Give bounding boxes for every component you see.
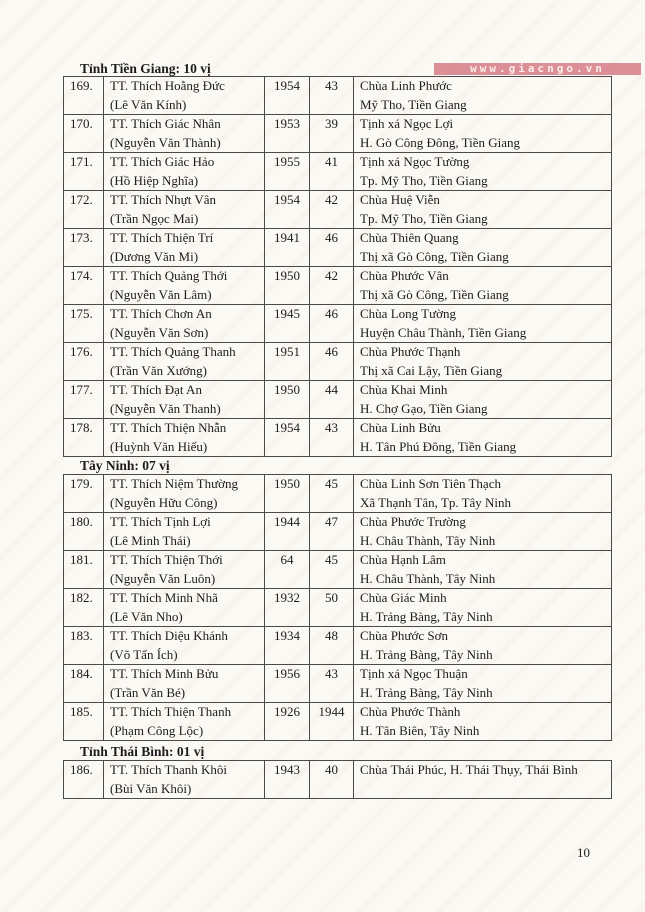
age-cell bbox=[310, 665, 354, 703]
lay-name: (Nguyễn Văn Thanh) bbox=[110, 400, 221, 416]
temple-name: Chùa Long Tường bbox=[360, 306, 457, 321]
row-index bbox=[64, 761, 104, 799]
monk-name-cell bbox=[104, 665, 265, 703]
temple-location: Huyện Châu Thành, Tiền Giang bbox=[360, 324, 527, 340]
birth-year-cell bbox=[265, 115, 310, 153]
row-index-text: 179. bbox=[70, 476, 93, 491]
row-index-text: 171. bbox=[70, 154, 93, 169]
birth-year-cell bbox=[265, 229, 310, 267]
birth-year: 1944 bbox=[274, 514, 300, 529]
dharma-name: TT. Thích Thiện Thới bbox=[110, 552, 223, 567]
roster-table-thai-binh bbox=[63, 760, 612, 799]
table-row bbox=[64, 761, 612, 799]
temple-cell bbox=[354, 77, 612, 115]
temple-location: Tp. Mỹ Tho, Tiền Giang bbox=[360, 172, 488, 188]
birth-year-cell bbox=[265, 551, 310, 589]
temple-cell bbox=[354, 115, 612, 153]
temple-location: H. Chợ Gạo, Tiền Giang bbox=[360, 400, 488, 416]
table-row bbox=[64, 267, 612, 305]
monk-name-cell bbox=[104, 627, 265, 665]
birth-year: 1955 bbox=[274, 154, 300, 169]
temple-cell bbox=[354, 513, 612, 551]
row-index-text: 175. bbox=[70, 306, 93, 321]
lay-name: (Phạm Công Lộc) bbox=[110, 722, 204, 738]
age-cell bbox=[310, 551, 354, 589]
temple-name: Chùa Phước Thành bbox=[360, 704, 461, 719]
age: 43 bbox=[325, 666, 338, 681]
dharma-name: TT. Thích Niệm Thường bbox=[110, 476, 239, 491]
lay-name: (Huỳnh Văn Hiếu) bbox=[110, 438, 208, 454]
table-row bbox=[64, 665, 612, 703]
birth-year: 1934 bbox=[274, 628, 300, 643]
temple-cell bbox=[354, 229, 612, 267]
lay-name: (Lê Văn Nho) bbox=[110, 608, 183, 624]
table-row bbox=[64, 703, 612, 741]
temple-location: H. Trảng Bàng, Tây Ninh bbox=[360, 608, 493, 624]
temple-name: Chùa Thái Phúc, H. Thái Thụy, Thái Bình bbox=[360, 762, 578, 777]
birth-year: 1954 bbox=[274, 420, 300, 435]
monk-name-cell bbox=[104, 77, 265, 115]
age: 45 bbox=[325, 476, 338, 491]
row-index bbox=[64, 381, 104, 419]
birth-year: 64 bbox=[280, 552, 294, 567]
birth-year-cell bbox=[265, 513, 310, 551]
page-number: 10 bbox=[577, 845, 590, 860]
table-row bbox=[64, 589, 612, 627]
row-index-text: 180. bbox=[70, 514, 93, 529]
age-cell bbox=[310, 191, 354, 229]
age: 44 bbox=[325, 382, 338, 397]
dharma-name: TT. Thích Hoằng Đức bbox=[110, 78, 225, 93]
age-cell bbox=[310, 229, 354, 267]
temple-location: H. Châu Thành, Tây Ninh bbox=[360, 570, 496, 586]
table-row bbox=[64, 475, 612, 513]
dharma-name: TT. Thích Minh Nhã bbox=[110, 590, 218, 605]
temple-cell bbox=[354, 589, 612, 627]
row-index bbox=[64, 419, 104, 457]
section-title-thai-binh: Tỉnh Thái Bình: 01 vị bbox=[80, 744, 205, 759]
temple-location: H. Trảng Bàng, Tây Ninh bbox=[360, 684, 493, 700]
birth-year-cell bbox=[265, 153, 310, 191]
age-cell bbox=[310, 153, 354, 191]
temple-cell bbox=[354, 305, 612, 343]
row-index-text: 169. bbox=[70, 78, 93, 93]
dharma-name: TT. Thích Chơn An bbox=[110, 306, 212, 321]
birth-year: 1954 bbox=[274, 192, 300, 207]
birth-year-cell bbox=[265, 475, 310, 513]
birth-year-cell bbox=[265, 665, 310, 703]
age: 46 bbox=[325, 230, 338, 245]
birth-year-cell bbox=[265, 191, 310, 229]
birth-year: 1950 bbox=[274, 476, 300, 491]
temple-name: Chùa Phước Trường bbox=[360, 514, 466, 529]
birth-year-cell bbox=[265, 419, 310, 457]
row-index-text: 178. bbox=[70, 420, 93, 435]
monk-name-cell bbox=[104, 475, 265, 513]
watermark-banner: www.giacngo.vn bbox=[434, 63, 641, 75]
row-index bbox=[64, 551, 104, 589]
table-row bbox=[64, 627, 612, 665]
table-row bbox=[64, 77, 612, 115]
age: 47 bbox=[325, 514, 338, 529]
birth-year-cell bbox=[265, 761, 310, 799]
temple-cell bbox=[354, 153, 612, 191]
row-index bbox=[64, 153, 104, 191]
temple-location: Tp. Mỹ Tho, Tiền Giang bbox=[360, 210, 488, 226]
dharma-name: TT. Thích Đạt An bbox=[110, 382, 202, 397]
lay-name: (Nguyễn Hữu Công) bbox=[110, 494, 218, 510]
lay-name: (Trần Văn Bé) bbox=[110, 684, 186, 700]
table-row bbox=[64, 343, 612, 381]
table-row bbox=[64, 115, 612, 153]
temple-cell bbox=[354, 761, 612, 799]
monk-name-cell bbox=[104, 513, 265, 551]
row-index bbox=[64, 665, 104, 703]
birth-year: 1954 bbox=[274, 78, 300, 93]
lay-name: (Nguyễn Văn Thành) bbox=[110, 134, 221, 150]
roster-table-tien-giang bbox=[63, 76, 612, 457]
monk-name-cell bbox=[104, 153, 265, 191]
temple-location: Thị xã Gò Công, Tiền Giang bbox=[360, 248, 509, 264]
age: 41 bbox=[325, 154, 338, 169]
temple-location: H. Tân Biên, Tây Ninh bbox=[360, 722, 480, 738]
row-index bbox=[64, 513, 104, 551]
age: 46 bbox=[325, 344, 338, 359]
age-cell bbox=[310, 627, 354, 665]
temple-cell bbox=[354, 703, 612, 741]
row-index-text: 172. bbox=[70, 192, 93, 207]
row-index bbox=[64, 305, 104, 343]
row-index bbox=[64, 343, 104, 381]
temple-name: Chùa Giác Minh bbox=[360, 590, 447, 605]
row-index bbox=[64, 77, 104, 115]
age-cell bbox=[310, 305, 354, 343]
birth-year: 1953 bbox=[274, 116, 300, 131]
dharma-name: TT. Thích Thanh Khôi bbox=[110, 762, 227, 777]
row-index-text: 170. bbox=[70, 116, 93, 131]
temple-location: H. Trảng Bàng, Tây Ninh bbox=[360, 646, 493, 662]
temple-cell bbox=[354, 475, 612, 513]
monk-name-cell bbox=[104, 115, 265, 153]
temple-location: H. Tân Phú Đông, Tiền Giang bbox=[360, 438, 517, 454]
temple-cell bbox=[354, 665, 612, 703]
temple-name: Chùa Linh Phước bbox=[360, 78, 452, 93]
birth-year-cell bbox=[265, 77, 310, 115]
age: 39 bbox=[325, 116, 338, 131]
temple-cell bbox=[354, 627, 612, 665]
monk-name-cell bbox=[104, 419, 265, 457]
dharma-name: TT. Thích Quảng Thanh bbox=[110, 344, 236, 359]
temple-cell bbox=[354, 551, 612, 589]
age: 43 bbox=[325, 78, 338, 93]
dharma-name: TT. Thích Thiện Nhẫn bbox=[110, 420, 227, 435]
row-index bbox=[64, 115, 104, 153]
age-cell bbox=[310, 703, 354, 741]
birth-year: 1932 bbox=[274, 590, 300, 605]
dharma-name: TT. Thích Thiện Thanh bbox=[110, 704, 232, 719]
dharma-name: TT. Thích Minh Bửu bbox=[110, 666, 219, 681]
section-title-tay-ninh: Tây Ninh: 07 vị bbox=[80, 458, 170, 473]
age-cell bbox=[310, 589, 354, 627]
temple-location: Thị xã Cai Lậy, Tiền Giang bbox=[360, 362, 503, 378]
temple-name: Tịnh xá Ngọc Tường bbox=[360, 154, 470, 169]
lay-name: (Nguyễn Văn Luôn) bbox=[110, 570, 216, 586]
lay-name: (Nguyễn Văn Sơn) bbox=[110, 324, 209, 340]
temple-name: Chùa Phước Thạnh bbox=[360, 344, 461, 359]
age: 1944 bbox=[318, 704, 345, 719]
table-row bbox=[64, 153, 612, 191]
row-index bbox=[64, 475, 104, 513]
dharma-name: TT. Thích Thiện Trí bbox=[110, 230, 214, 245]
age: 42 bbox=[325, 192, 338, 207]
birth-year: 1926 bbox=[274, 704, 300, 719]
dharma-name: TT. Thích Diệu Khánh bbox=[110, 628, 228, 643]
table-row bbox=[64, 229, 612, 267]
age-cell bbox=[310, 77, 354, 115]
row-index-text: 185. bbox=[70, 704, 93, 719]
birth-year-cell bbox=[265, 343, 310, 381]
table-row bbox=[64, 551, 612, 589]
birth-year: 1951 bbox=[274, 344, 300, 359]
roster-table-tay-ninh bbox=[63, 474, 612, 741]
row-index-text: 176. bbox=[70, 344, 93, 359]
dharma-name: TT. Thích Nhựt Vân bbox=[110, 192, 216, 207]
age-cell bbox=[310, 381, 354, 419]
birth-year: 1943 bbox=[274, 762, 300, 777]
birth-year-cell bbox=[265, 381, 310, 419]
age: 50 bbox=[325, 590, 338, 605]
age-cell bbox=[310, 267, 354, 305]
birth-year: 1950 bbox=[274, 268, 300, 283]
lay-name: (Trần Ngọc Mai) bbox=[110, 210, 199, 226]
row-index-text: 177. bbox=[70, 382, 93, 397]
age: 40 bbox=[325, 762, 338, 777]
temple-location: H. Châu Thành, Tây Ninh bbox=[360, 532, 496, 548]
lay-name: (Hồ Hiệp Nghĩa) bbox=[110, 172, 199, 188]
monk-name-cell bbox=[104, 381, 265, 419]
temple-name: Tịnh xá Ngọc Thuận bbox=[360, 666, 468, 681]
age-cell bbox=[310, 115, 354, 153]
temple-cell bbox=[354, 343, 612, 381]
row-index-text: 181. bbox=[70, 552, 93, 567]
row-index-text: 184. bbox=[70, 666, 93, 681]
row-index-text: 173. bbox=[70, 230, 93, 245]
table-row bbox=[64, 419, 612, 457]
section-title-tien-giang: Tỉnh Tiền Giang: 10 vị bbox=[80, 61, 211, 76]
temple-name: Tịnh xá Ngọc Lợi bbox=[360, 116, 454, 131]
dharma-name: TT. Thích Tịnh Lợi bbox=[110, 514, 211, 529]
birth-year: 1956 bbox=[274, 666, 300, 681]
temple-location: H. Gò Công Đông, Tiền Giang bbox=[360, 134, 520, 150]
age: 43 bbox=[325, 420, 338, 435]
row-index-text: 183. bbox=[70, 628, 93, 643]
row-index-text: 186. bbox=[70, 762, 93, 777]
temple-location: Xã Thạnh Tân, Tp. Tây Ninh bbox=[360, 494, 512, 510]
temple-cell bbox=[354, 419, 612, 457]
monk-name-cell bbox=[104, 589, 265, 627]
row-index bbox=[64, 229, 104, 267]
lay-name: (Lê Văn Kính) bbox=[110, 96, 187, 112]
monk-name-cell bbox=[104, 551, 265, 589]
temple-cell bbox=[354, 191, 612, 229]
lay-name: (Bùi Văn Khôi) bbox=[110, 780, 192, 796]
row-index bbox=[64, 627, 104, 665]
monk-name-cell bbox=[104, 229, 265, 267]
birth-year-cell bbox=[265, 589, 310, 627]
birth-year-cell bbox=[265, 305, 310, 343]
row-index-text: 182. bbox=[70, 590, 93, 605]
row-index bbox=[64, 191, 104, 229]
table-row bbox=[64, 305, 612, 343]
birth-year-cell bbox=[265, 627, 310, 665]
table-row bbox=[64, 191, 612, 229]
birth-year-cell bbox=[265, 267, 310, 305]
age-cell bbox=[310, 475, 354, 513]
dharma-name: TT. Thích Quảng Thới bbox=[110, 268, 228, 283]
temple-name: Chùa Thiên Quang bbox=[360, 230, 459, 245]
temple-name: Chùa Huệ Viễn bbox=[360, 192, 440, 207]
temple-cell bbox=[354, 267, 612, 305]
temple-location: Mỹ Tho, Tiền Giang bbox=[360, 96, 467, 112]
row-index bbox=[64, 267, 104, 305]
table-row bbox=[64, 381, 612, 419]
age-cell bbox=[310, 761, 354, 799]
age: 42 bbox=[325, 268, 338, 283]
temple-location: Thị xã Gò Công, Tiền Giang bbox=[360, 286, 509, 302]
dharma-name: TT. Thích Giác Nhân bbox=[110, 116, 221, 131]
age-cell bbox=[310, 419, 354, 457]
row-index bbox=[64, 703, 104, 741]
monk-name-cell bbox=[104, 343, 265, 381]
birth-year: 1950 bbox=[274, 382, 300, 397]
age: 46 bbox=[325, 306, 338, 321]
birth-year: 1945 bbox=[274, 306, 300, 321]
monk-name-cell bbox=[104, 191, 265, 229]
temple-name: Chùa Phước Sơn bbox=[360, 628, 448, 643]
temple-name: Chùa Linh Sơn Tiên Thạch bbox=[360, 476, 501, 491]
lay-name: (Nguyễn Văn Lâm) bbox=[110, 286, 212, 302]
dharma-name: TT. Thích Giác Hảo bbox=[110, 154, 215, 169]
monk-name-cell bbox=[104, 267, 265, 305]
monk-name-cell bbox=[104, 703, 265, 741]
temple-name: Chùa Linh Bửu bbox=[360, 420, 441, 435]
age-cell bbox=[310, 343, 354, 381]
birth-year-cell bbox=[265, 703, 310, 741]
age-cell bbox=[310, 513, 354, 551]
temple-cell bbox=[354, 381, 612, 419]
lay-name: (Võ Tấn Ích) bbox=[110, 646, 178, 662]
age: 45 bbox=[325, 552, 338, 567]
lay-name: (Trần Văn Xướng) bbox=[110, 362, 207, 378]
row-index bbox=[64, 589, 104, 627]
temple-name: Chùa Hạnh Lâm bbox=[360, 552, 446, 567]
temple-name: Chùa Khai Minh bbox=[360, 382, 448, 397]
monk-name-cell bbox=[104, 305, 265, 343]
birth-year: 1941 bbox=[274, 230, 300, 245]
table-row bbox=[64, 513, 612, 551]
lay-name: (Dương Văn Mi) bbox=[110, 248, 199, 264]
row-index-text: 174. bbox=[70, 268, 93, 283]
monk-name-cell bbox=[104, 761, 265, 799]
lay-name: (Lê Minh Thái) bbox=[110, 532, 191, 548]
age: 48 bbox=[325, 628, 338, 643]
temple-name: Chùa Phước Vân bbox=[360, 268, 449, 283]
